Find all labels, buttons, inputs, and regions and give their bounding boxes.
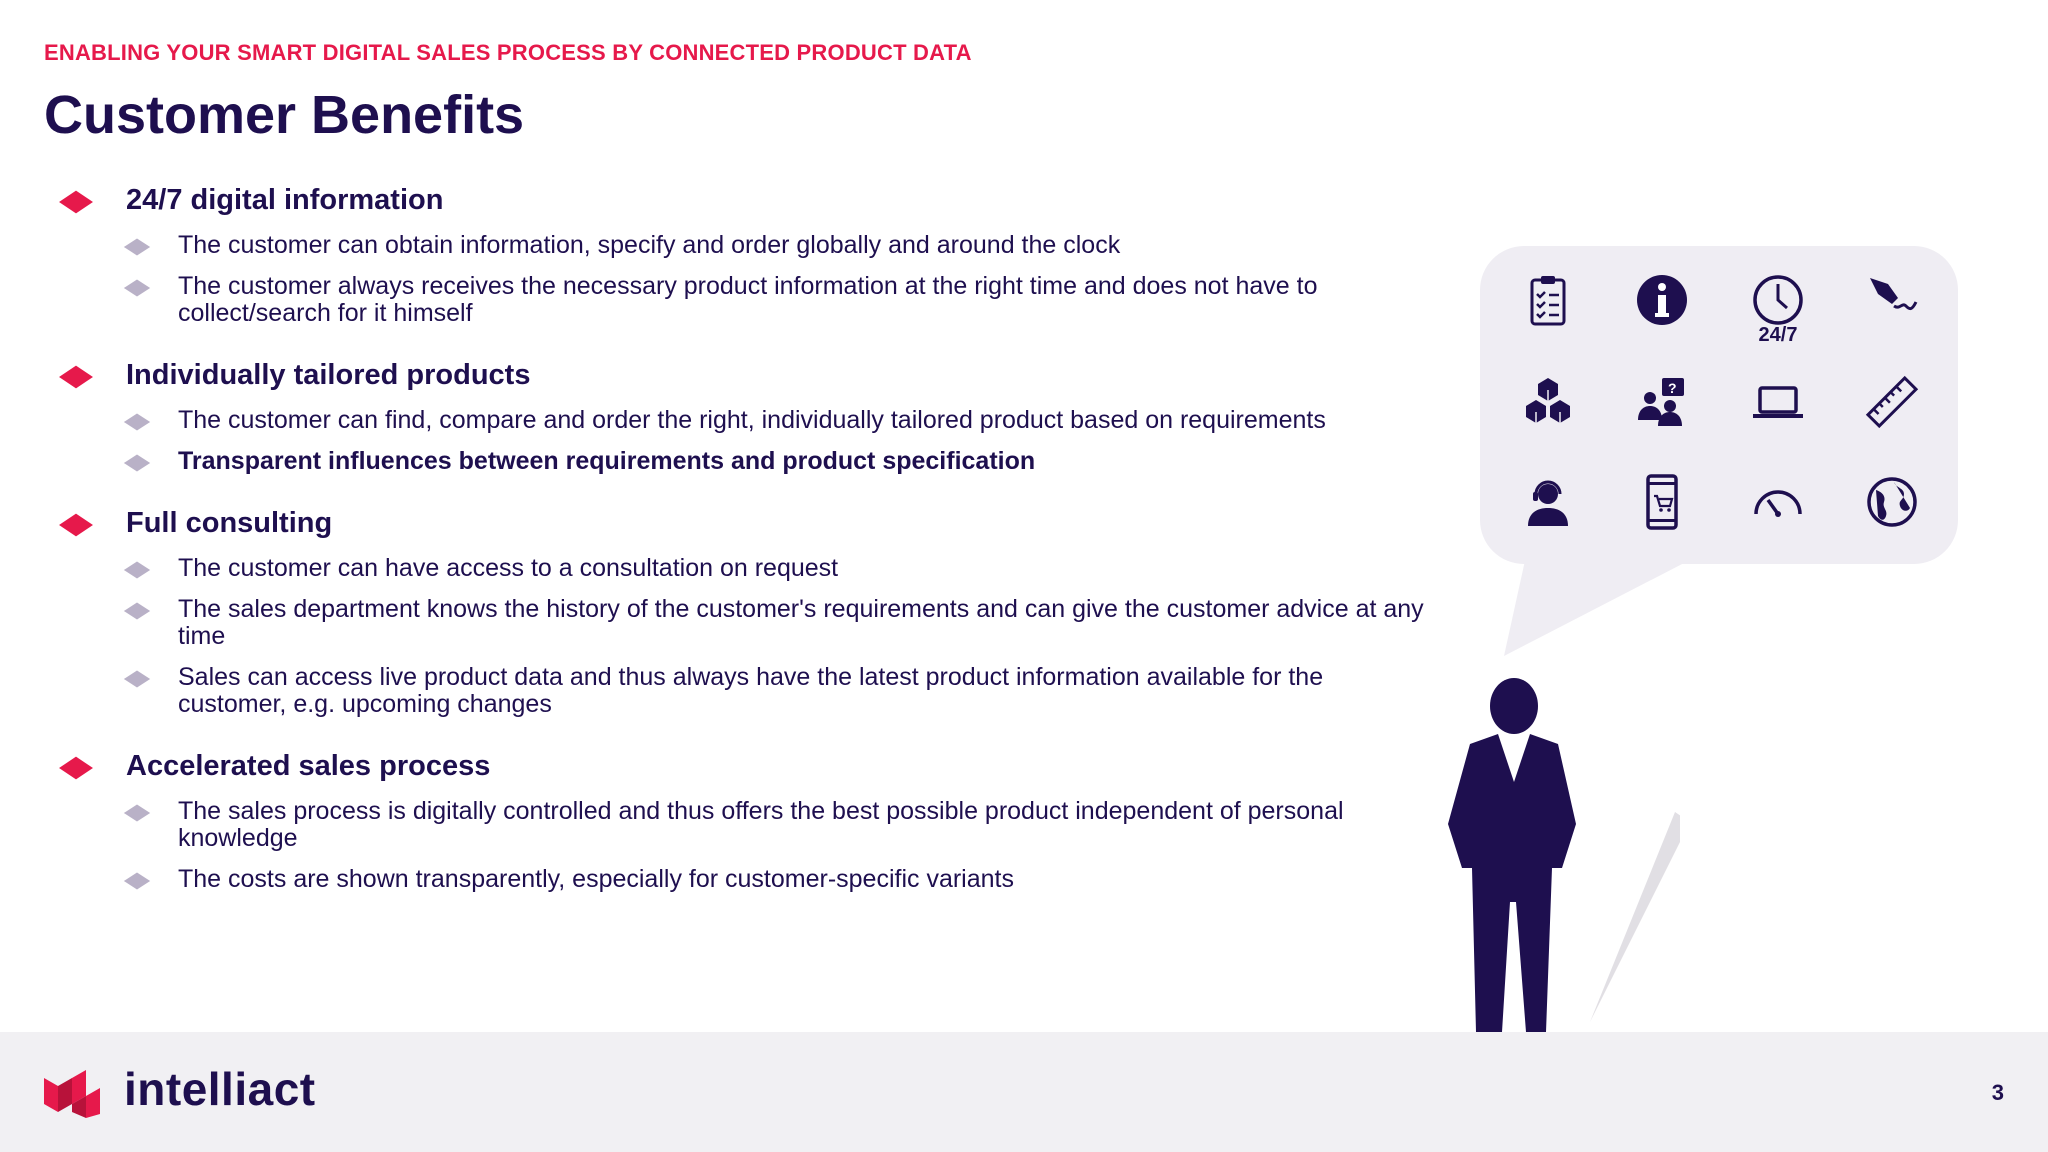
consultation-icon (1632, 372, 1692, 432)
bullet-text: The costs are shown transparently, especially for customer-specific variants (178, 865, 1014, 893)
clock-caption: 24/7 (1758, 324, 1798, 346)
list-item (64, 596, 1424, 650)
list-item (64, 798, 1424, 852)
bullet-icon (124, 239, 150, 256)
footer (0, 1032, 2048, 1152)
bullet-text: Transparent influences between requirements and product specification (178, 447, 1036, 475)
bullet-icon (124, 455, 150, 472)
speech-bubble-tail (1496, 556, 1696, 656)
bullet-text: Sales can access live product data and thus always have the latest product information available for the customer, e.g. upcoming changes (178, 663, 1324, 718)
intelliact-logo-icon (44, 1068, 100, 1118)
clipboard-checklist-icon (1518, 270, 1578, 330)
list-item (64, 448, 1424, 475)
section-title: Full consulting (126, 507, 333, 539)
person-silhouette-icon (1440, 672, 1680, 1032)
list-item (64, 232, 1424, 259)
section-title: Individually tailored products (126, 359, 531, 391)
list-item (64, 866, 1424, 893)
bullet-icon (124, 280, 150, 297)
benefit-section (64, 501, 1424, 718)
info-icon (1632, 270, 1692, 330)
laptop-icon (1748, 372, 1808, 432)
bullet-text: The customer can have access to a consultation on request (178, 554, 839, 582)
speech-bubble (1480, 246, 1958, 564)
list-item (64, 555, 1424, 582)
bullet-text: The customer can find, compare and order the right, individually tailored product based on requirements (178, 406, 1326, 434)
section-bullet-icon (59, 191, 93, 214)
mobile-shop-icon (1632, 472, 1692, 532)
benefit-section (64, 178, 1424, 327)
cubes-icon (1518, 372, 1578, 432)
bullet-icon (124, 414, 150, 431)
benefits-list (64, 178, 1424, 919)
ruler-icon (1862, 372, 1922, 432)
section-title: 24/7 digital information (126, 184, 444, 216)
section-bullet-icon (59, 757, 93, 780)
bullet-icon (124, 873, 150, 890)
list-item (64, 273, 1424, 327)
brand-name: intelliact (124, 1063, 316, 1115)
header-kicker: ENABLING YOUR SMART DIGITAL SALES PROCESS BY CONNECTED PRODUCT DATA (44, 40, 972, 65)
bullet-icon (124, 805, 150, 822)
clock-icon (1748, 270, 1808, 330)
benefit-section (64, 353, 1424, 475)
section-bullet-icon (59, 514, 93, 537)
support-agent-icon (1518, 472, 1578, 532)
bullet-text: The sales department knows the history of the customer's requirements and can give the customer advice at any time (178, 595, 1424, 650)
bullet-icon (124, 603, 150, 620)
benefit-section (64, 744, 1424, 893)
bullet-text: The customer always receives the necessary product information at the right time and does not have to collect/search for it himself (178, 272, 1318, 327)
page-number: 3 (1991, 1080, 2004, 1105)
page-title: Customer Benefits (44, 85, 525, 145)
bullet-icon (124, 562, 150, 579)
svg-text:?: ? (1668, 380, 1677, 396)
section-bullet-icon (59, 366, 93, 389)
pen-signature-icon (1862, 270, 1922, 330)
list-item (64, 664, 1424, 718)
bullet-text: The sales process is digitally controlled and thus offers the best possible product independent of personal knowledge (178, 797, 1344, 852)
section-title: Accelerated sales process (126, 750, 491, 782)
bullet-text: The customer can obtain information, specify and order globally and around the clock (178, 231, 1121, 259)
globe-icon (1862, 472, 1922, 532)
speedometer-icon (1748, 472, 1808, 532)
list-item (64, 407, 1424, 434)
bullet-icon (124, 671, 150, 688)
